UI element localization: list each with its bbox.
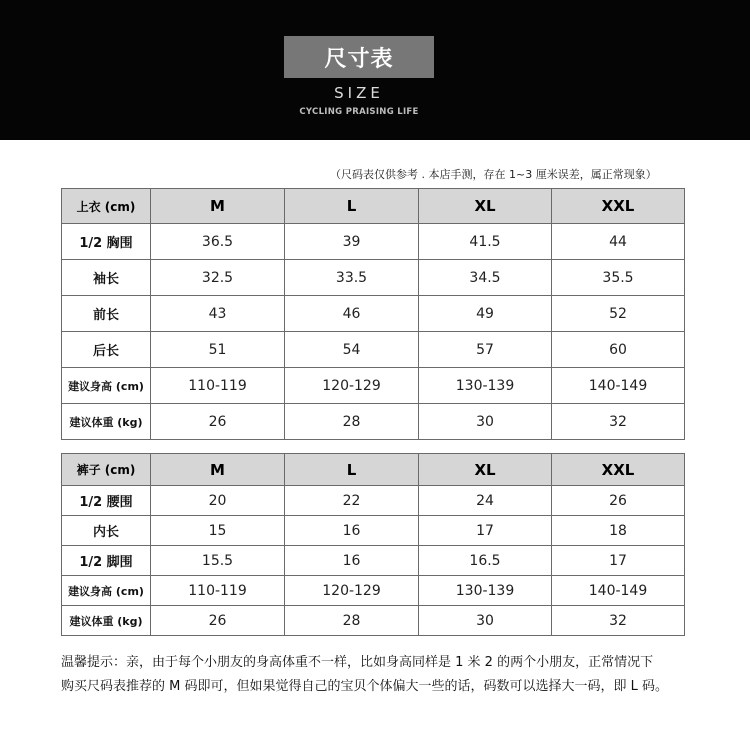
cell-value: 52 (552, 296, 685, 332)
cell-value: 41.5 (419, 224, 552, 260)
cell-value: 16.5 (419, 546, 552, 576)
cell-value: 60 (552, 332, 685, 368)
cell-value: 140-149 (552, 368, 685, 404)
table-row (62, 368, 685, 404)
table-row (62, 576, 685, 606)
cell-value: 33.5 (285, 260, 419, 296)
row-label: 建议身高 (cm) (62, 576, 151, 606)
header-size-xxl: XXL (552, 454, 685, 486)
cell-value: 24 (419, 486, 552, 516)
row-label: 前长 (62, 296, 151, 332)
cell-value: 20 (151, 486, 285, 516)
cell-value: 28 (285, 606, 419, 636)
cell-value: 15.5 (151, 546, 285, 576)
page-title: 尺寸表 (284, 36, 434, 78)
cell-value: 30 (419, 404, 552, 440)
cell-value: 51 (151, 332, 285, 368)
cell-value: 46 (285, 296, 419, 332)
cell-value: 15 (151, 516, 285, 546)
cell-value: 54 (285, 332, 419, 368)
cell-value: 110-119 (151, 576, 285, 606)
cell-value: 36.5 (151, 224, 285, 260)
header-category: 裤子 (cm) (62, 454, 151, 486)
table-row (62, 516, 685, 546)
cell-value: 32.5 (151, 260, 285, 296)
header-size-xl: XL (419, 454, 552, 486)
cell-value: 57 (419, 332, 552, 368)
cell-value: 120-129 (285, 576, 419, 606)
table-row (62, 224, 685, 260)
cell-value: 120-129 (285, 368, 419, 404)
warm-tip (61, 651, 721, 699)
table-row (62, 404, 685, 440)
measurement-note: （尺码表仅供参考 . 本店手测，存在 1~3 厘米误差，属正常现象） (330, 168, 657, 181)
cell-value: 110-119 (151, 368, 285, 404)
row-label: 1/2 脚围 (62, 546, 151, 576)
header-size-xxl: XXL (552, 189, 685, 224)
header-banner (0, 0, 750, 140)
cell-value: 17 (419, 516, 552, 546)
cell-value: 32 (552, 606, 685, 636)
row-label: 建议体重 (kg) (62, 606, 151, 636)
cell-value: 17 (552, 546, 685, 576)
cell-value: 16 (285, 546, 419, 576)
cell-value: 26 (151, 404, 285, 440)
cell-value: 16 (285, 516, 419, 546)
cell-value: 22 (285, 486, 419, 516)
header-size-m: M (151, 454, 285, 486)
page-subtitle: SIZE (334, 84, 384, 102)
cell-value: 35.5 (552, 260, 685, 296)
table-header-row (62, 454, 685, 486)
cell-value: 43 (151, 296, 285, 332)
cell-value: 34.5 (419, 260, 552, 296)
row-label: 建议体重 (kg) (62, 404, 151, 440)
row-label: 1/2 胸围 (62, 224, 151, 260)
table-header-row (62, 189, 685, 224)
row-label: 袖长 (62, 260, 151, 296)
cell-value: 32 (552, 404, 685, 440)
table-row (62, 260, 685, 296)
cell-value: 30 (419, 606, 552, 636)
header-category: 上衣 (cm) (62, 189, 151, 224)
table-row (62, 332, 685, 368)
cell-value: 130-139 (419, 368, 552, 404)
cell-value: 140-149 (552, 576, 685, 606)
tip-line-1: 温馨提示：亲，由于每个小朋友的身高体重不一样，比如身高同样是 1 米 2 的两个小朋友，正常情况下 (61, 655, 654, 670)
header-size-l: L (285, 189, 419, 224)
cell-value: 49 (419, 296, 552, 332)
tip-line-2: 购买尺码表推荐的 M 码即可，但如果觉得自己的宝贝个体偏大一些的话，码数可以选择大一码，即 L 码。 (61, 679, 668, 694)
table-row (62, 606, 685, 636)
row-label: 1/2 腰围 (62, 486, 151, 516)
cell-value: 130-139 (419, 576, 552, 606)
tagline: CYCLING PRAISING LIFE (299, 107, 419, 117)
row-label: 后长 (62, 332, 151, 368)
cell-value: 28 (285, 404, 419, 440)
table-row (62, 296, 685, 332)
row-label: 内长 (62, 516, 151, 546)
cell-value: 44 (552, 224, 685, 260)
cell-value: 18 (552, 516, 685, 546)
header-size-m: M (151, 189, 285, 224)
header-size-xl: XL (419, 189, 552, 224)
cell-value: 26 (552, 486, 685, 516)
table-row (62, 486, 685, 516)
bottom-size-table (61, 453, 685, 636)
row-label: 建议身高 (cm) (62, 368, 151, 404)
cell-value: 26 (151, 606, 285, 636)
top-size-table (61, 188, 685, 440)
header-size-l: L (285, 454, 419, 486)
cell-value: 39 (285, 224, 419, 260)
table-row (62, 546, 685, 576)
